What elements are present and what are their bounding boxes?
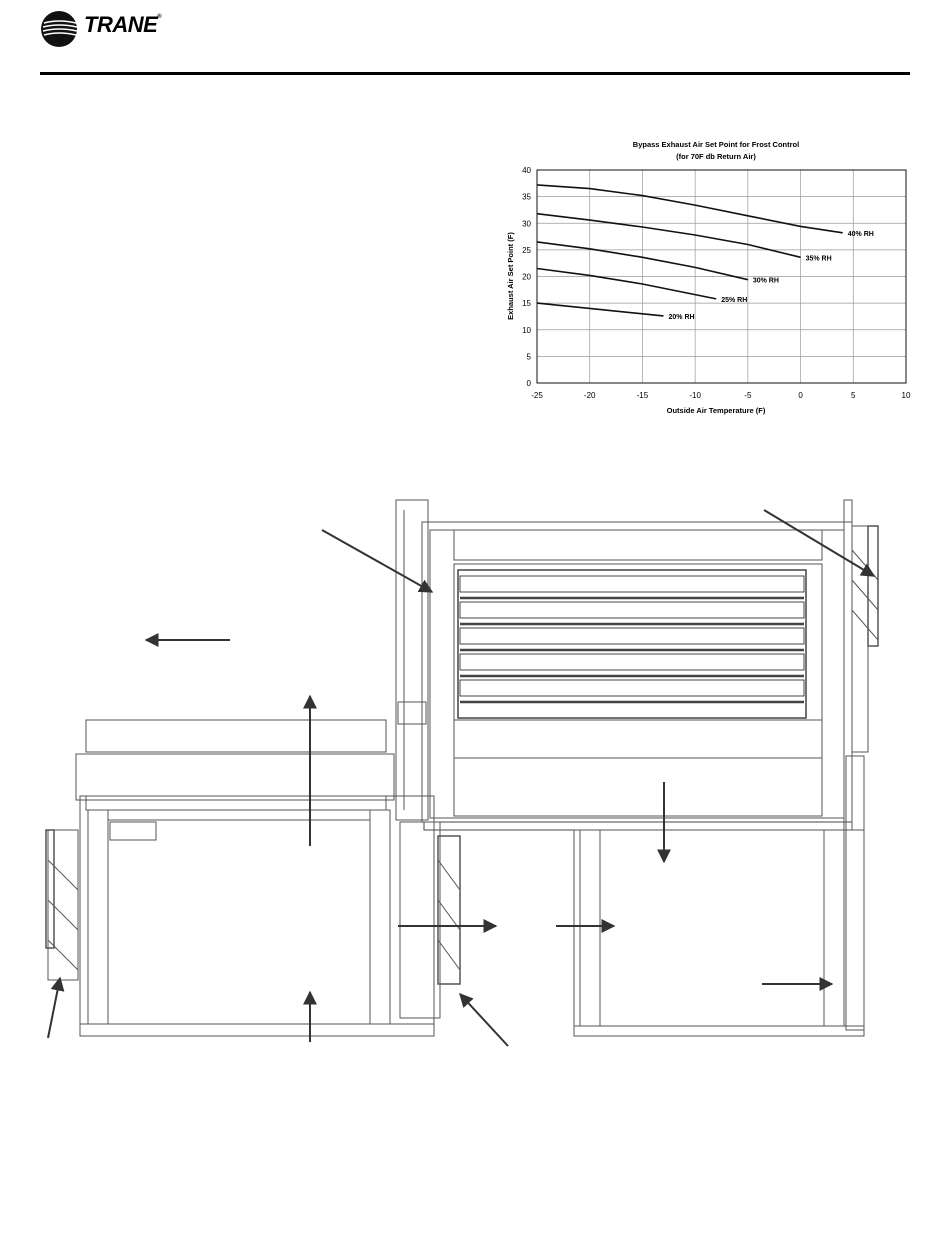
chart-y-axis-label: Exhaust Air Set Point (F) <box>506 232 515 320</box>
chart-series-label: 35% RH <box>805 255 832 263</box>
arrow-to-damper <box>322 530 432 592</box>
chart-x-tick-label: -25 <box>531 391 543 400</box>
chart-series-line <box>537 185 843 233</box>
arrow-to-left-hood <box>48 978 60 1038</box>
lower-left-module <box>76 720 434 1036</box>
chart-ticks <box>522 166 911 400</box>
hood-post <box>396 500 428 820</box>
lower-right-module <box>574 756 864 1036</box>
chart-y-tick-label: 30 <box>522 219 531 229</box>
chart-series-label: 30% RH <box>752 277 779 285</box>
chart-x-tick-label: 5 <box>851 391 856 400</box>
chart-series-line <box>537 214 801 258</box>
arrow-to-middle-hood <box>460 994 508 1046</box>
chart-subtitle: (for 70F db Return Air) <box>676 152 756 161</box>
airflow-arrows <box>48 510 874 1046</box>
chart-y-tick-label: 20 <box>522 272 531 282</box>
chart-x-tick-label: -10 <box>689 391 701 400</box>
arrow-to-right-hood <box>764 510 874 576</box>
chart-x-axis-label: Outside Air Temperature (F) <box>666 406 766 415</box>
chart-y-tick-label: 10 <box>522 325 531 335</box>
chart-series-line <box>537 269 716 299</box>
chart-y-tick-label: 40 <box>522 166 531 175</box>
damper-blades <box>458 570 806 718</box>
chart-y-tick-label: 5 <box>526 352 531 362</box>
chart-series-label: 25% RH <box>721 296 748 304</box>
chart-y-tick-label: 25 <box>522 245 531 255</box>
chart-series-label: 20% RH <box>668 313 695 321</box>
chart-x-tick-label: 10 <box>901 391 911 400</box>
chart-y-tick-label: 15 <box>522 299 531 309</box>
unit-airflow-drawing <box>40 490 880 1050</box>
chart-series <box>537 185 874 321</box>
chart-series-label: 40% RH <box>847 230 874 238</box>
left-hood <box>46 830 78 980</box>
chart-x-tick-label: -20 <box>583 391 596 400</box>
trane-logo-icon <box>40 10 78 48</box>
chart-y-tick-label: 35 <box>522 192 531 202</box>
frost-control-chart <box>500 134 920 424</box>
chart-x-tick-label: -5 <box>744 391 752 400</box>
chart-x-tick-label: -15 <box>636 391 649 400</box>
brand-name: TRANE® <box>84 12 162 37</box>
lower-middle-panel <box>400 822 460 1018</box>
chart-y-tick-label: 0 <box>526 379 531 388</box>
header-rule <box>40 72 910 75</box>
chart-x-tick-label: 0 <box>798 391 803 400</box>
page-header <box>0 0 950 80</box>
right-hood <box>844 500 878 830</box>
chart-title: Bypass Exhaust Air Set Point for Frost Control <box>632 140 800 149</box>
chart-series-line <box>537 303 664 316</box>
